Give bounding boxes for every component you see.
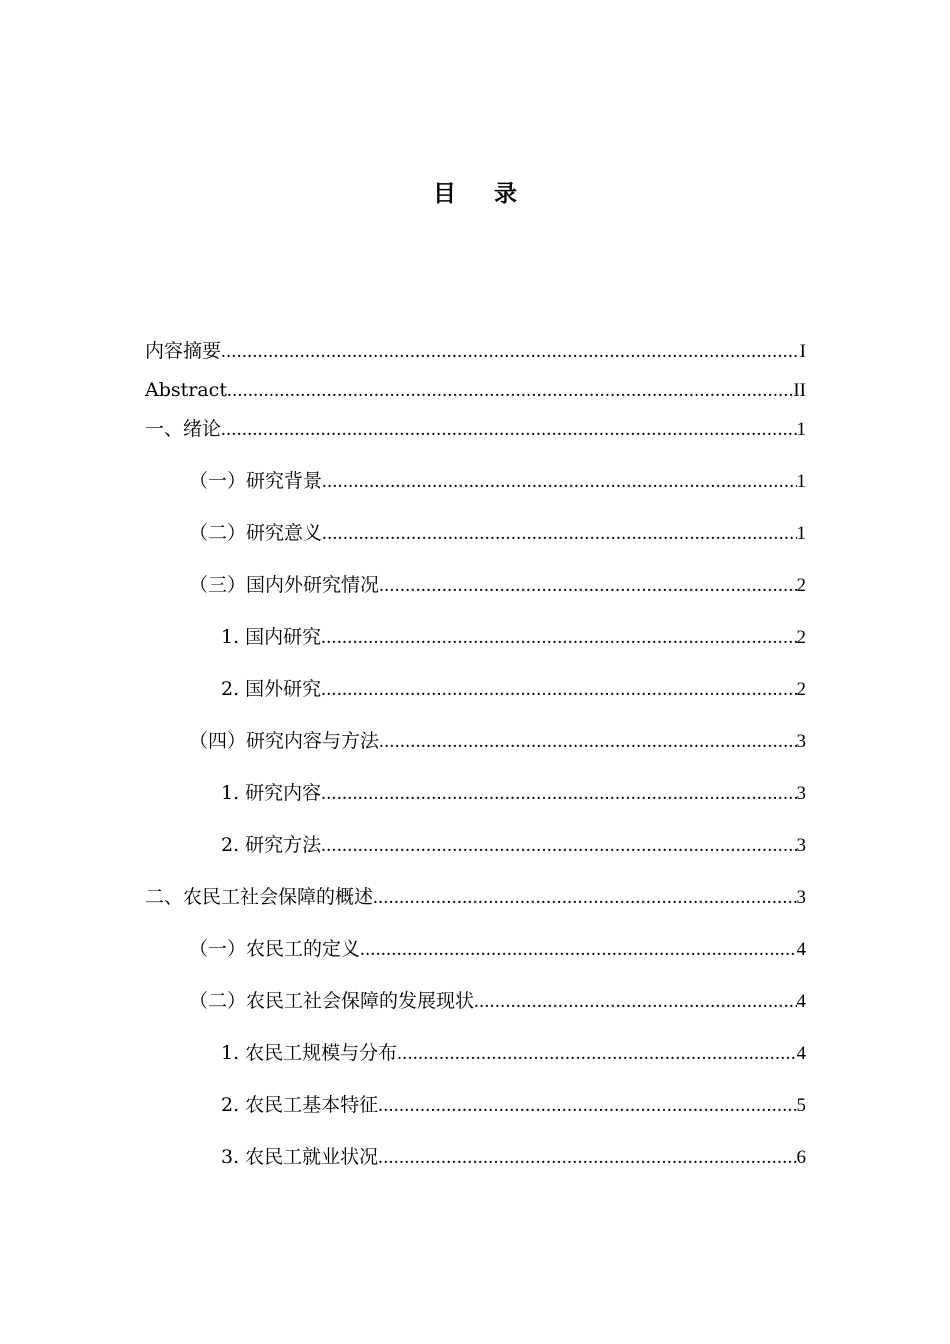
toc-entry-subsection-1-3-1[interactable] <box>221 624 806 650</box>
toc-page-number: 4 <box>796 1043 806 1064</box>
toc-dot-leader <box>321 625 796 650</box>
toc-entry-label: 1. 国内研究 <box>221 626 322 648</box>
toc-page-number: 1 <box>796 419 806 440</box>
toc-entry-subsection-1-4-1[interactable] <box>221 780 806 806</box>
toc-dot-leader <box>397 1041 796 1066</box>
toc-page-number: 3 <box>796 783 806 804</box>
toc-entry-label: 3. 农民工就业状况 <box>221 1146 379 1168</box>
toc-page-number: 1 <box>796 471 806 492</box>
toc-entry-label: 1. 农民工规模与分布 <box>221 1042 398 1064</box>
toc-entry-section-1-1[interactable] <box>189 468 806 494</box>
toc-dot-leader <box>373 885 796 910</box>
toc-entry-label: 内容摘要 <box>145 340 222 362</box>
toc-entry-section-1-2[interactable] <box>189 520 806 546</box>
toc-dot-leader <box>322 521 796 546</box>
toc-entry-label: （一）研究背景 <box>189 470 323 492</box>
toc-entry-subsection-2-2-3[interactable] <box>221 1144 806 1170</box>
toc-dot-leader <box>379 729 796 754</box>
toc-dot-leader <box>322 469 796 494</box>
toc-dot-leader <box>378 1145 796 1170</box>
toc-entry-label: 2. 农民工基本特征 <box>221 1094 379 1116</box>
toc-entry-label: 2. 研究方法 <box>221 834 322 856</box>
toc-entry-chapter-2[interactable] <box>145 884 806 910</box>
toc-entry-abstract-en[interactable] <box>145 377 806 403</box>
toc-entry-label: 2. 国外研究 <box>221 678 322 700</box>
toc-page-number: 3 <box>796 835 806 856</box>
toc-dot-leader <box>379 573 796 598</box>
toc-page-number: 4 <box>796 939 806 960</box>
toc-dot-leader <box>227 378 793 403</box>
toc-entry-label: （二）研究意义 <box>189 522 323 544</box>
toc-entry-section-2-2[interactable] <box>189 988 806 1014</box>
toc-entry-chapter-1[interactable] <box>145 416 806 442</box>
toc-entry-label: 一、绪论 <box>145 418 222 440</box>
toc-dot-leader <box>360 937 796 962</box>
toc-page-number: 5 <box>796 1095 806 1116</box>
toc-page-number: 1 <box>796 523 806 544</box>
toc-entry-label: （三）国内外研究情况 <box>189 574 380 596</box>
toc-dot-leader <box>474 989 796 1014</box>
toc-entry-subsection-2-2-1[interactable] <box>221 1040 806 1066</box>
toc-page-number: 4 <box>796 991 806 1012</box>
toc-entry-subsection-1-4-2[interactable] <box>221 832 806 858</box>
toc-dot-leader <box>221 339 800 364</box>
toc-entry-label: 二、农民工社会保障的概述 <box>145 886 374 908</box>
toc-dot-leader <box>378 1093 796 1118</box>
toc-page-number: 6 <box>796 1147 806 1168</box>
toc-dot-leader <box>221 417 796 442</box>
toc-dot-leader <box>321 781 796 806</box>
toc-page-number: I <box>799 341 806 362</box>
toc-entry-section-2-1[interactable] <box>189 936 806 962</box>
toc-entry-label: （二）农民工社会保障的发展现状 <box>189 990 475 1012</box>
toc-entry-label: （四）研究内容与方法 <box>189 730 380 752</box>
toc-page-number: 3 <box>796 731 806 752</box>
toc-entry-section-1-3[interactable] <box>189 572 806 598</box>
toc-page-number: 3 <box>796 887 806 908</box>
toc-page-number: 2 <box>796 627 806 648</box>
toc-entry-subsection-1-3-2[interactable] <box>221 676 806 702</box>
toc-dot-leader <box>321 677 796 702</box>
toc-page-number: 2 <box>796 679 806 700</box>
toc-entry-abstract-cn[interactable] <box>145 338 806 364</box>
toc-entry-label: 1. 研究内容 <box>221 782 322 804</box>
toc-entry-subsection-2-2-2[interactable] <box>221 1092 806 1118</box>
toc-entry-label: Abstract <box>145 379 227 401</box>
page-title: 目录 <box>433 181 555 207</box>
toc-entry-label: （一）农民工的定义 <box>189 938 361 960</box>
toc-page-number: II <box>793 380 806 401</box>
toc-page-number: 2 <box>796 575 806 596</box>
toc-entry-section-1-4[interactable] <box>189 728 806 754</box>
toc-dot-leader <box>321 833 796 858</box>
